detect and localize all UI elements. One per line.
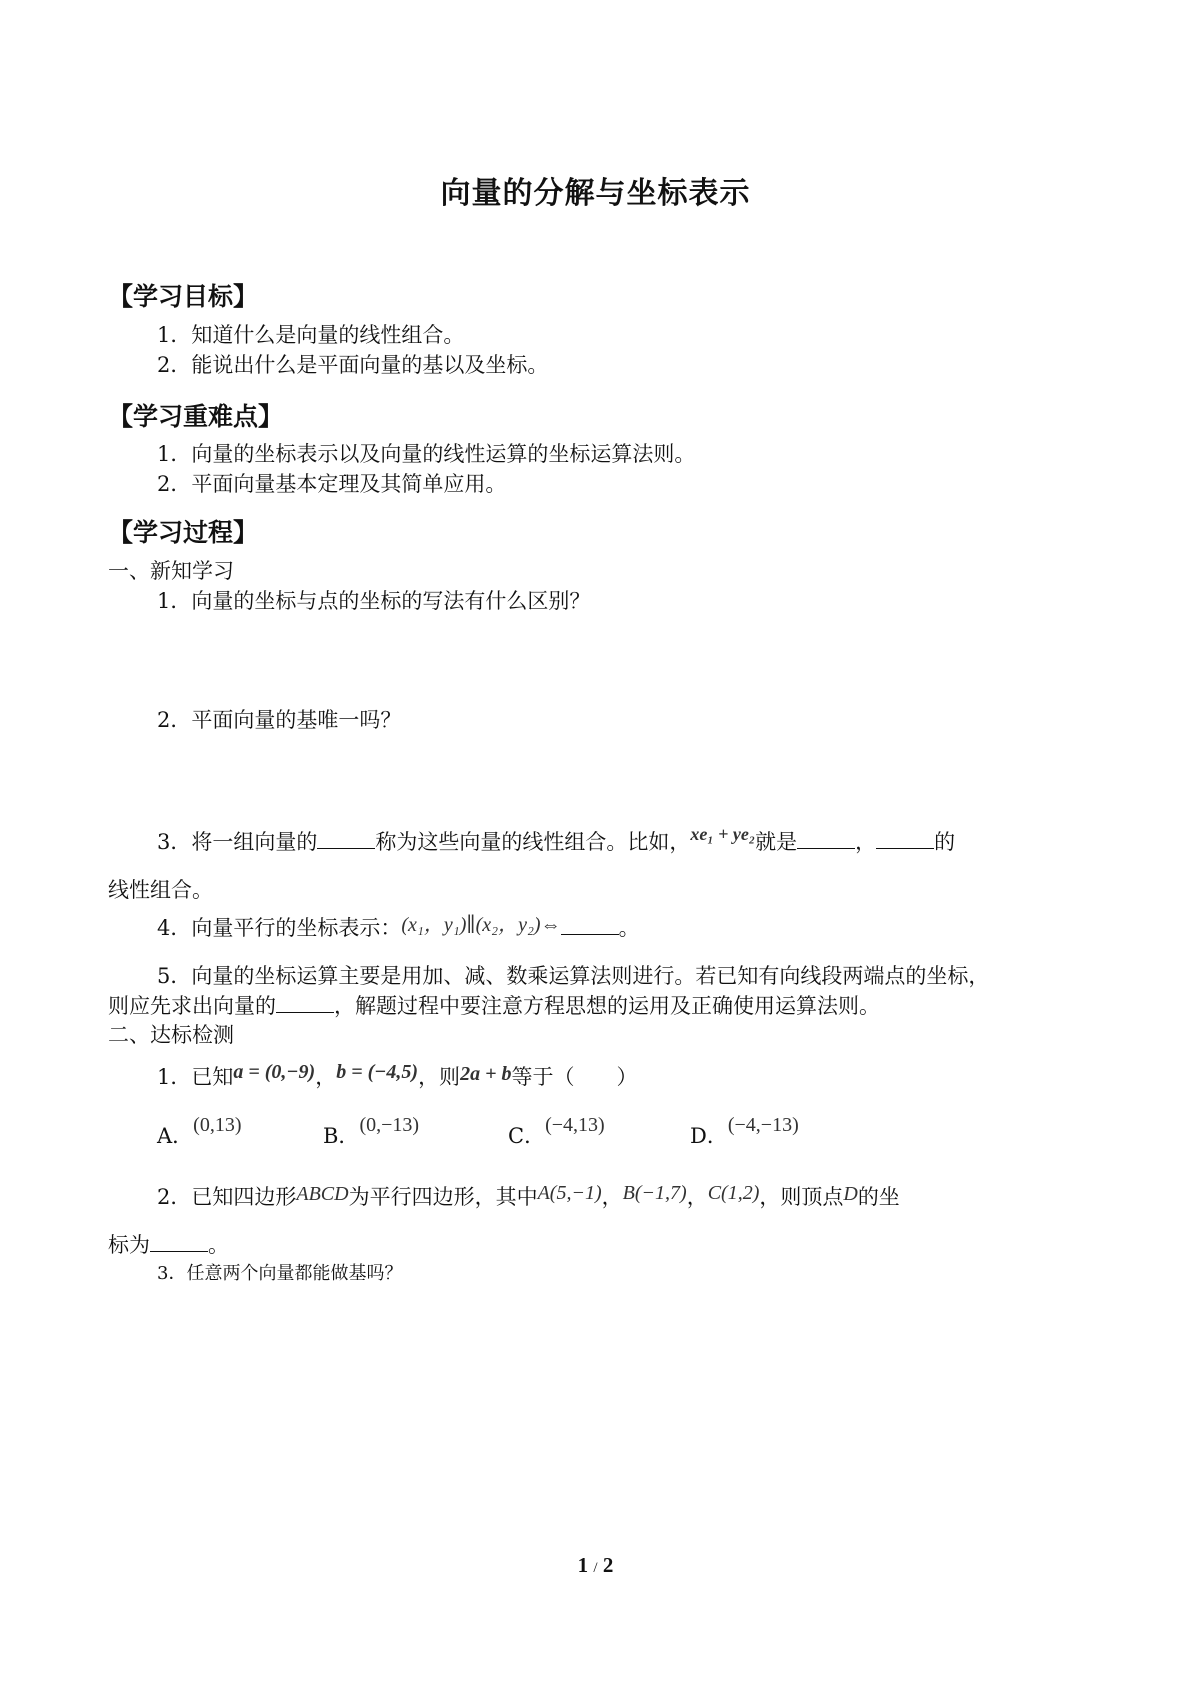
vector-a-value: a = (0,−9) xyxy=(233,1061,316,1083)
option-value: (−4,13) xyxy=(545,1114,605,1136)
exercise-3: 3．任意两个向量都能做基吗？ xyxy=(157,1263,403,1284)
q3-tail: 的 xyxy=(934,830,956,854)
target-expression: 2a + b xyxy=(460,1063,512,1085)
page-title: 向量的分解与坐标表示 xyxy=(440,176,751,211)
section-heading-key-points: 【学习重难点】 xyxy=(108,402,284,431)
section-heading-objectives: 【学习目标】 xyxy=(108,282,259,311)
question-2: 2．平面向量的基唯一吗？ xyxy=(157,708,402,732)
option-label: C． xyxy=(508,1124,546,1148)
vector-b-value: b = (−4,5) xyxy=(336,1061,419,1083)
option-label: B． xyxy=(323,1124,360,1148)
e2-line2-tail: 。 xyxy=(208,1233,229,1257)
question-1: 1．向量的坐标与点的坐标的写法有什么区别？ xyxy=(157,589,591,613)
linear-combination-formula: xe₁ + ye₂ xyxy=(690,824,756,844)
option-label: A． xyxy=(157,1124,194,1148)
e1-sep: ， xyxy=(315,1065,337,1089)
point-c: C(1,2) xyxy=(707,1182,760,1204)
objective-item: 1．知道什么是向量的线性组合。 xyxy=(157,323,465,347)
q5-prefix: 则应先求出向量的 xyxy=(108,994,276,1018)
page-number xyxy=(0,1553,1191,1578)
q3-mid: 称为这些向量的线性组合。比如， xyxy=(375,830,691,854)
q4-tail: 。 xyxy=(618,916,640,940)
e1-tail: 等于（ ） xyxy=(511,1065,638,1089)
option-value: (0,13) xyxy=(193,1114,242,1136)
point-b: B(−1,7) xyxy=(622,1182,687,1204)
e2-comma: ， xyxy=(601,1185,623,1209)
question-3-line-1 xyxy=(157,824,956,857)
option-a xyxy=(157,1114,242,1151)
exercise-1 xyxy=(157,1063,637,1092)
option-value: (−4,−13) xyxy=(727,1114,799,1136)
current-page: 1 xyxy=(577,1553,589,1577)
section-heading-process: 【学习过程】 xyxy=(108,518,259,547)
q5-tail: ，解题过程中要注意方程思想的运用及正确使用运算法则。 xyxy=(334,994,880,1018)
q3-prefix: 3．将一组向量的 xyxy=(157,830,318,854)
e2-after: ，则顶点 xyxy=(759,1185,844,1209)
point-a: A(5,−1) xyxy=(537,1182,602,1204)
question-3-line-2: 线性组合。 xyxy=(108,878,213,902)
option-value: (0,−13) xyxy=(359,1114,420,1136)
fill-blank xyxy=(876,828,934,849)
q3-after-expr: 就是 xyxy=(755,830,798,854)
parallel-condition-formula: (x₁，y₁)∥(x₂，y₂)⇔ xyxy=(401,914,561,936)
e1-prefix: 1．已知 xyxy=(157,1065,234,1089)
option-label: D． xyxy=(690,1124,728,1148)
question-4 xyxy=(157,914,640,943)
quadrilateral-name: ABCD xyxy=(296,1183,349,1205)
part-title-new-knowledge: 一、新知学习 xyxy=(108,559,234,583)
fill-blank xyxy=(276,992,334,1013)
key-point-item: 1．向量的坐标表示以及向量的线性运算的坐标运算法则。 xyxy=(157,442,696,466)
objective-item: 2．能说出什么是平面向量的基以及坐标。 xyxy=(157,353,549,377)
page-separator: / xyxy=(593,1560,598,1576)
option-d xyxy=(690,1114,799,1151)
question-5-line-2 xyxy=(108,992,880,1020)
e2-line2-prefix: 标为 xyxy=(108,1233,150,1257)
fill-blank xyxy=(561,914,619,935)
q3-comma: ， xyxy=(855,830,877,854)
total-pages: 2 xyxy=(602,1553,614,1577)
fill-blank xyxy=(797,828,855,849)
e2-prefix: 2．已知四边形 xyxy=(157,1185,297,1209)
e2-tail: 的坐 xyxy=(857,1185,900,1209)
fill-blank xyxy=(150,1231,208,1252)
exercise-2-line-1 xyxy=(157,1183,900,1212)
key-point-item: 2．平面向量基本定理及其简单应用。 xyxy=(157,472,507,496)
e2-mid: 为平行四边形，其中 xyxy=(348,1185,538,1209)
exercise-2-line-2 xyxy=(108,1231,229,1259)
fill-blank xyxy=(317,828,375,849)
option-b xyxy=(323,1114,420,1151)
e2-comma: ， xyxy=(686,1185,708,1209)
e1-mid: ，则 xyxy=(418,1065,461,1089)
option-c xyxy=(508,1114,605,1151)
q4-prefix: 4．向量平行的坐标表示： xyxy=(157,916,402,940)
vertex-d: D xyxy=(843,1183,858,1205)
part-title-assessment: 二、达标检测 xyxy=(108,1023,234,1047)
question-5-line-1: 5．向量的坐标运算主要是用加、减、数乘运算法则进行。若已知有向线段两端点的坐标， xyxy=(157,964,990,988)
